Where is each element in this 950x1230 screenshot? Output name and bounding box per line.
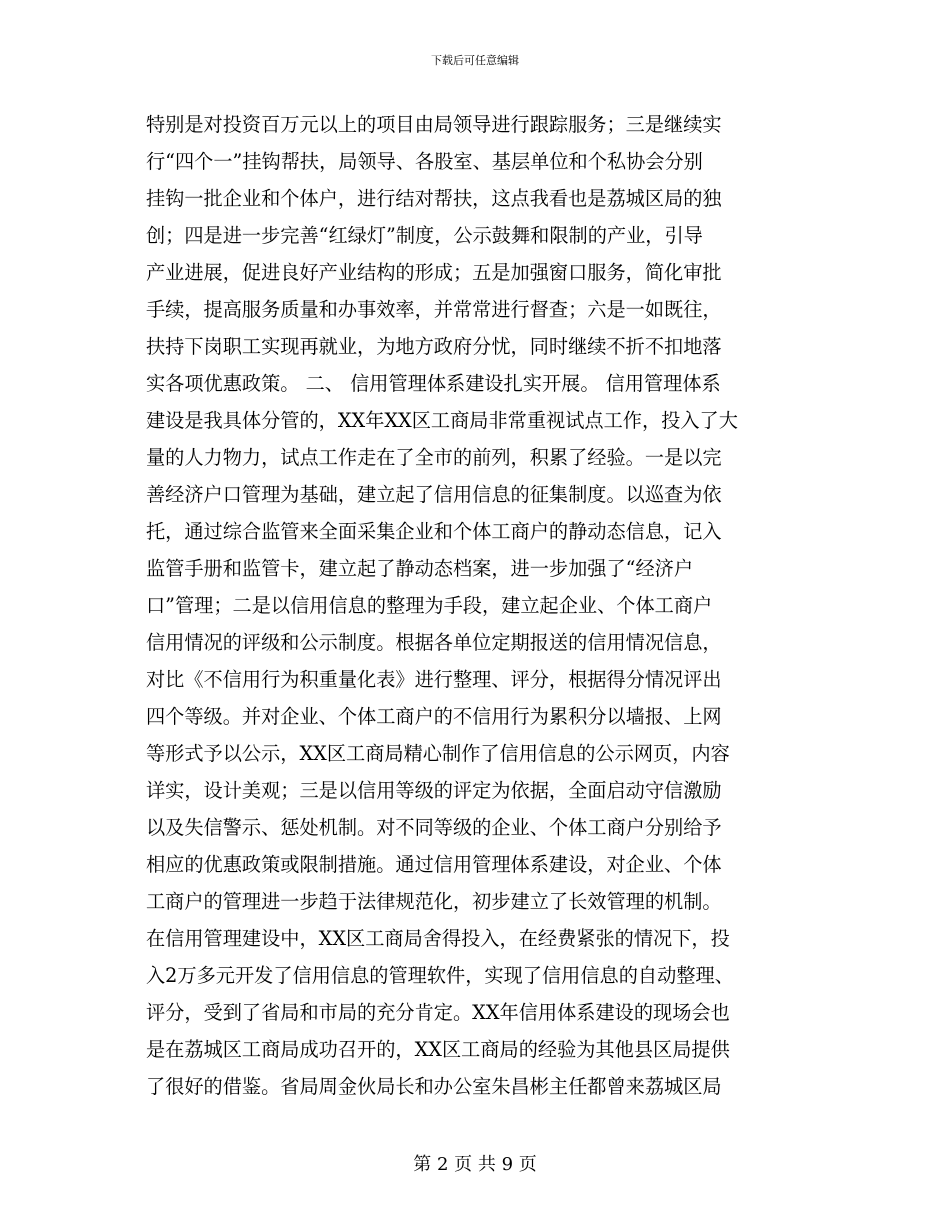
body-line: 入2万多元开发了信用信息的管理软件，实现了信用信息的自动整理、: [146, 964, 734, 987]
document-body: [146, 106, 806, 1105]
body-line: 信用情况的评级和公示制度。根据各单位定期报送的信用情况信息，: [146, 631, 722, 654]
body-line: 善经济户口管理为基础，建立起了信用信息的征集制度。以巡查为依: [146, 483, 722, 506]
body-line: 了很好的借鉴。省局周金伙局长和办公室朱昌彬主任都曾来荔城区局: [146, 1075, 722, 1098]
body-line: 实各项优惠政策。 二、 信用管理体系建设扎实开展。 信用管理体系: [146, 372, 721, 395]
body-line: 对比《不信用行为积重量化表》进行整理、评分，根据得分情况评出: [146, 668, 722, 691]
body-line: 手续，提高服务质量和办事效率，并常常进行督查；六是一如既往，: [146, 298, 722, 321]
body-line: 是在荔城区工商局成功召开的，XX区工商局的经验为其他县区局提供: [146, 1038, 730, 1061]
body-line: 相应的优惠政策或限制措施。通过信用管理体系建设，对企业、个体: [146, 853, 722, 876]
page-number: 第 2 页 共 9 页: [413, 1154, 537, 1175]
body-line: 口”管理；二是以信用信息的整理为手段，建立起企业、个体工商户: [146, 594, 713, 617]
body-line: 工商户的管理进一步趋于法律规范化，初步建立了长效管理的机制。: [146, 890, 722, 913]
body-line: 四个等级。并对企业、个体工商户的不信用行为累积分以墙报、上网: [146, 705, 722, 728]
page-header: 下载后可任意编辑: [431, 54, 519, 67]
body-line: 评分，受到了省局和市局的充分肯定。XX年信用体系建设的现场会也: [146, 1001, 730, 1024]
body-line: 以及失信警示、惩处机制。对不同等级的企业、个体工商户分别给予: [146, 816, 722, 839]
body-line: 挂钩一批企业和个体户，进行结对帮扶，这点我看也是荔城区局的独: [146, 187, 722, 210]
body-line: 行“四个一”挂钩帮扶，局领导、各股室、基层单位和个私协会分别: [146, 150, 703, 173]
body-line: 量的人力物力，试点工作走在了全市的前列，积累了经验。一是以完: [146, 446, 722, 469]
body-line: 产业进展，促进良好产业结构的形成；五是加强窗口服务，简化审批: [146, 261, 722, 284]
body-line: 监管手册和监管卡，建立起了静动态档案，进一步加强了“经济户: [146, 557, 694, 580]
body-line: 在信用管理建设中，XX区工商局舍得投入，在经费紧张的情况下，投: [146, 927, 730, 950]
body-line: 等形式予以公示，XX区工商局精心制作了信用信息的公示网页，内容: [146, 742, 730, 765]
body-line: 建设是我具体分管的，XX年XX区工商局非常重视试点工作，投入了大: [146, 409, 738, 432]
body-line: 托，通过综合监管来全面采集企业和个体工商户的静动态信息，记入: [146, 520, 722, 543]
body-line: 特别是对投资百万元以上的项目由局领导进行跟踪服务；三是继续实: [146, 113, 722, 136]
body-line: 扶持下岗职工实现再就业，为地方政府分忧，同时继续不折不扣地落: [146, 335, 722, 358]
body-line: 详实，设计美观；三是以信用等级的评定为依据，全面启动守信激励: [146, 779, 722, 802]
body-line: 创；四是进一步完善“红绿灯”制度，公示鼓舞和限制的产业，引导: [146, 224, 703, 247]
